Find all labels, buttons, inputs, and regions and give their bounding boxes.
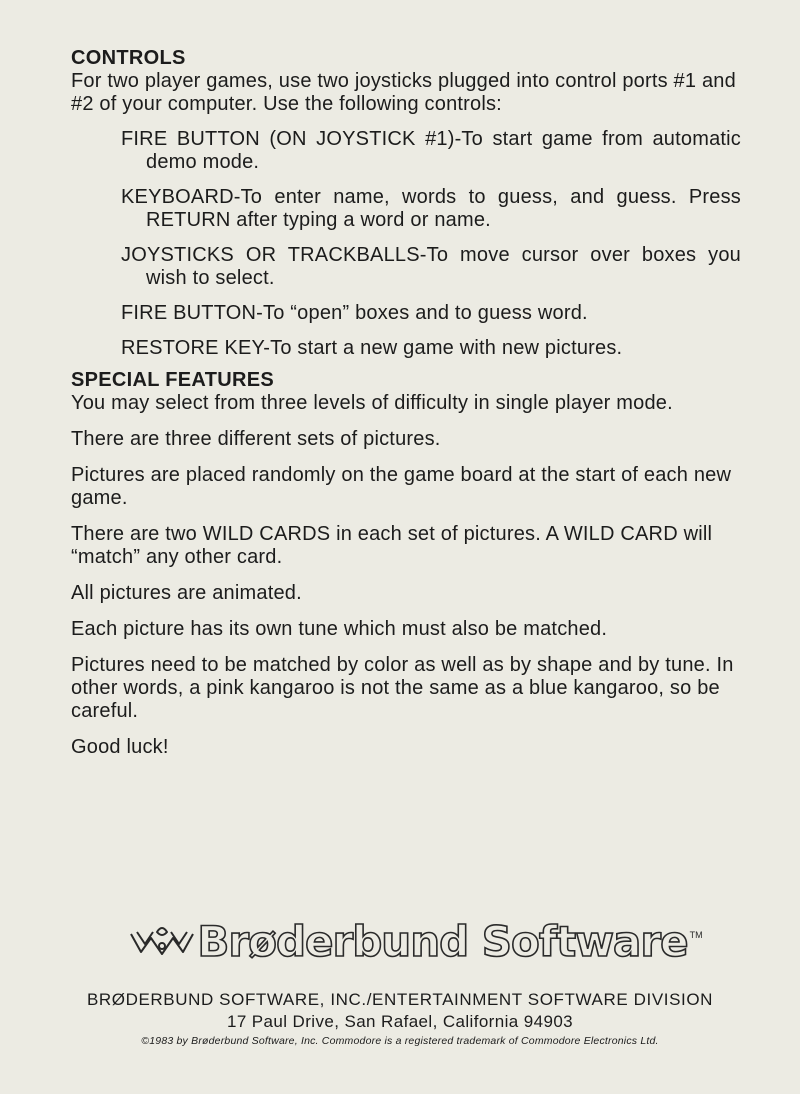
controls-intro: For two player games, use two joysticks plugged into control ports #1 and #2 of your computer. Use the following controls: xyxy=(71,70,736,115)
controls-heading: CONTROLS xyxy=(71,47,186,69)
feature-good-luck: Good luck! xyxy=(71,736,169,758)
control-restore-key: RESTORE KEY-To start a new game with new pictures. xyxy=(121,337,623,359)
feature-item: Pictures need to be matched by color as well as by shape and by tune. In other words, a pink kangaroo is not the same as a blue kangaroo, so be careful. xyxy=(71,654,734,722)
feature-item: Each picture has its own tune which must also be matched. xyxy=(71,618,608,640)
broderbund-crown-icon xyxy=(127,922,197,962)
broderbund-logo xyxy=(0,918,800,966)
special-features-heading: SPECIAL FEATURES xyxy=(71,369,274,391)
logo-wordmark: Brøderbund Software xyxy=(197,917,688,966)
control-fire-button-joystick-1: FIRE BUTTON (ON JOYSTICK #1)-To start game from automatic demo mode. xyxy=(121,128,741,173)
footer-copyright: ©1983 by Brøderbund Software, Inc. Commodore is a registered trademark of Commodore Electronics Ltd. xyxy=(141,1035,659,1047)
control-fire-button: FIRE BUTTON-To “open” boxes and to guess word. xyxy=(121,302,588,324)
control-keyboard: KEYBOARD-To enter name, words to guess, and guess. Press RETURN after typing a word or name. xyxy=(121,186,741,231)
manual-content xyxy=(71,46,741,772)
feature-item: You may select from three levels of difficulty in single player mode. xyxy=(71,392,673,414)
feature-item: There are three different sets of pictures. xyxy=(71,428,441,450)
control-joysticks-trackballs: JOYSTICKS OR TRACKBALLS-To move cursor over boxes you wish to select. xyxy=(121,244,741,289)
footer-address: 17 Paul Drive, San Rafael, California 94903 xyxy=(226,1012,574,1031)
trademark-mark: TM xyxy=(689,930,703,940)
feature-item: Pictures are placed randomly on the game board at the start of each new game. xyxy=(71,464,732,509)
feature-item: There are two WILD CARDS in each set of pictures. A WILD CARD will “match” any other card. xyxy=(71,523,713,568)
feature-item: All pictures are animated. xyxy=(71,582,302,604)
footer-company: BRØDERBUND SOFTWARE, INC./ENTERTAINMENT SOFTWARE DIVISION xyxy=(86,990,714,1009)
